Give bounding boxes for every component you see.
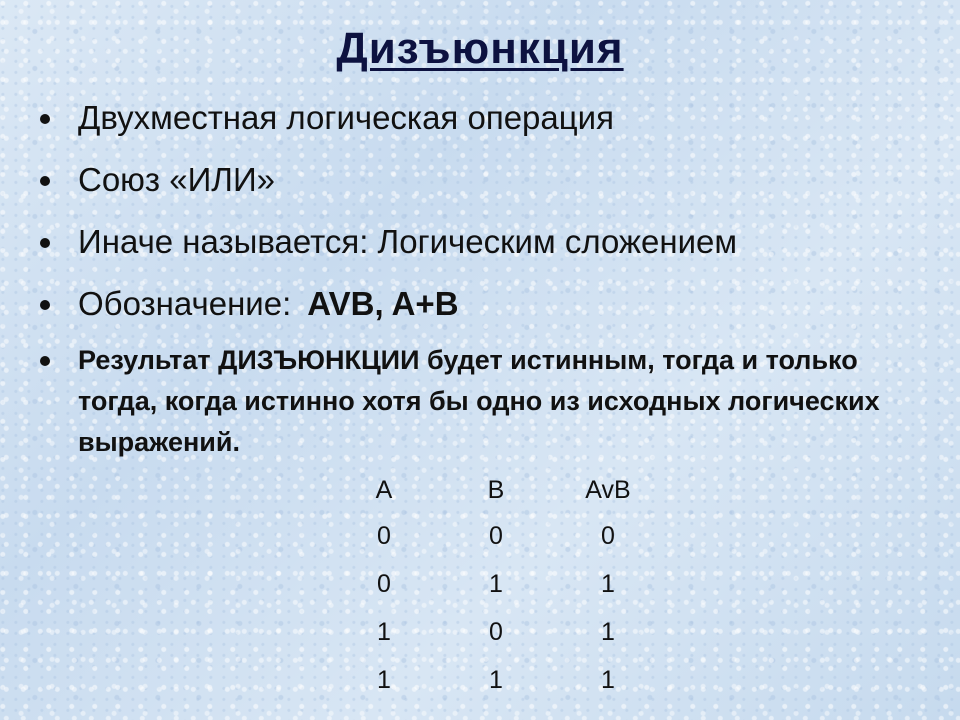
table-cell: 1 bbox=[377, 617, 391, 646]
table-cell: 1 bbox=[377, 665, 391, 694]
table-cell: 1 bbox=[489, 665, 503, 694]
table-row bbox=[328, 608, 664, 656]
table-cell: 0 bbox=[377, 521, 391, 550]
table-cell: 1 bbox=[601, 665, 615, 694]
bullet-text: Иначе называется: Логическим сложением bbox=[78, 223, 738, 260]
column-header-b: B bbox=[487, 475, 505, 504]
table-cell: 0 bbox=[489, 521, 503, 550]
bullet-dot-icon bbox=[40, 114, 50, 124]
bullet-item-result bbox=[38, 340, 938, 463]
table-cell: 1 bbox=[489, 569, 503, 598]
truth-table bbox=[328, 468, 664, 704]
column-header-a: A bbox=[375, 475, 393, 504]
table-cell: 1 bbox=[601, 569, 615, 598]
table-row bbox=[328, 656, 664, 704]
column-header-avb: AvB bbox=[585, 475, 631, 504]
bullet-item-alias bbox=[38, 220, 938, 264]
bullet-dot-icon bbox=[40, 238, 50, 248]
bullet-item-definition bbox=[38, 96, 938, 140]
bullet-dot-icon bbox=[40, 300, 50, 310]
bullet-dot-icon bbox=[40, 356, 50, 366]
result-text: Результат ДИЗЪЮНКЦИИ будет истинным, тогда и только тогда, когда истинно хотя бы одно из исходных логических выражений. bbox=[78, 345, 880, 457]
bullet-text: Двухместная логическая операция bbox=[78, 99, 614, 136]
bullet-list bbox=[38, 96, 938, 481]
bullet-item-notation bbox=[38, 282, 938, 326]
table-cell: 0 bbox=[601, 521, 615, 550]
notation-value: AVB, A+B bbox=[307, 285, 459, 322]
slide-title: Дизъюнкция bbox=[336, 24, 624, 73]
bullet-text: Союз «ИЛИ» bbox=[78, 161, 276, 198]
bullet-dot-icon bbox=[40, 176, 50, 186]
truth-table-header-row bbox=[328, 468, 664, 512]
table-row bbox=[328, 512, 664, 560]
table-row bbox=[328, 560, 664, 608]
table-cell: 0 bbox=[377, 569, 391, 598]
table-cell: 1 bbox=[601, 617, 615, 646]
bullet-item-conjunction bbox=[38, 158, 938, 202]
notation-label: Обозначение: bbox=[78, 285, 292, 322]
table-cell: 0 bbox=[489, 617, 503, 646]
